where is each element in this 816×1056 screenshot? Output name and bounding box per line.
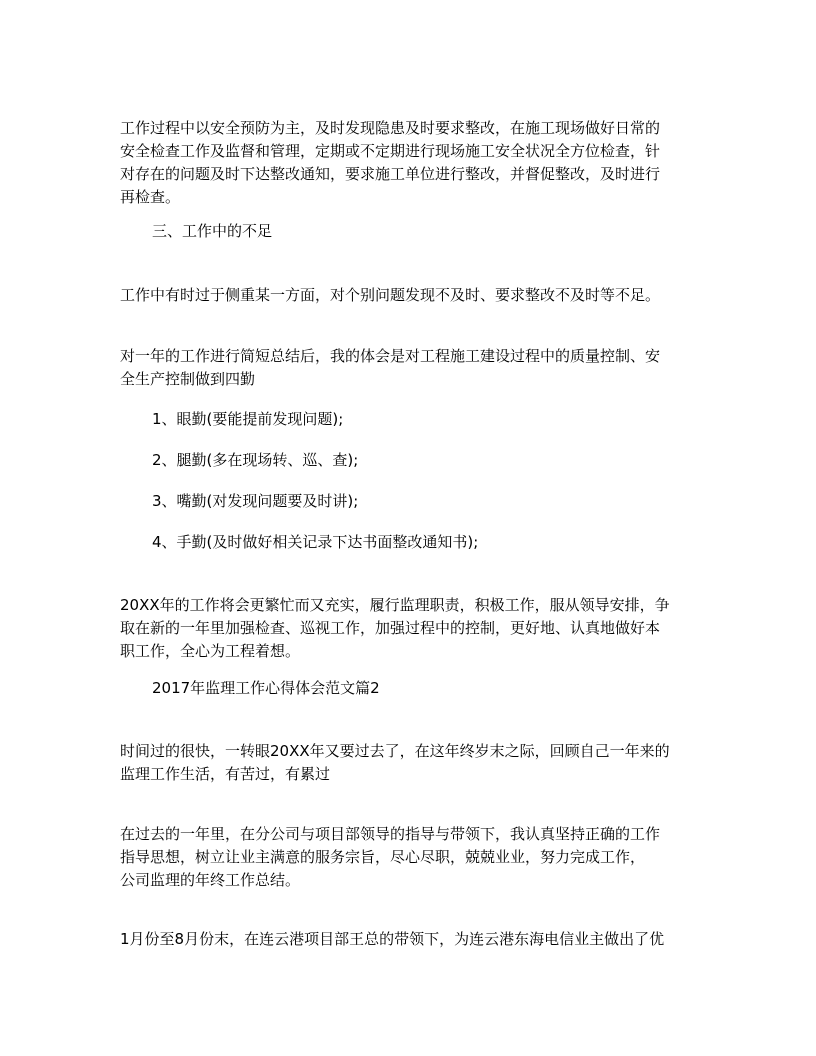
- text-line: 20XX年的工作将会更繁忙而又充实，履行监理职责，积极工作，服从领导安排，争: [120, 596, 670, 614]
- text-line: 指导思想，树立让业主满意的服务宗旨，尽心尽职，兢兢业业，努力完成工作，: [120, 848, 646, 866]
- paragraph-experience: [120, 345, 700, 391]
- paragraph-past-year: [120, 823, 700, 892]
- section-heading-shortcomings: 三、工作中的不足: [152, 222, 273, 240]
- list-item: 1、眼勤(要能提前发现问题);: [152, 410, 344, 428]
- text-line: 工作过程中以安全预防为主，及时发现隐患及时要求整改，在施工现场做好日常的: [120, 119, 661, 137]
- paragraph-next-year: [120, 594, 700, 663]
- paragraph-shortcomings: 工作中有时过于侧重某一方面，对个别问题发现不及时、要求整改不及时等不足。: [120, 286, 661, 304]
- text-line: 监理工作生活，有苦过，有累过: [120, 765, 331, 783]
- list-item: 3、嘴勤(对发现问题要及时讲);: [152, 492, 359, 510]
- text-line: 公司监理的年终工作总结。: [120, 871, 301, 889]
- text-line: 对一年的工作进行简短总结后，我的体会是对工程施工建设过程中的质量控制、安: [120, 347, 661, 365]
- text-line: 再检查。: [120, 188, 181, 206]
- paragraph-january-august: 1月份至8月份末，在连云港项目部王总的带领下，为连云港东海电信业主做出了优: [120, 930, 665, 948]
- text-line: 职工作，全心为工程着想。: [120, 642, 301, 660]
- list-item: 2、腿勤(多在现场转、巡、查);: [152, 451, 359, 469]
- list-item: 4、手勤(及时做好相关记录下达书面整改通知书);: [152, 533, 479, 551]
- text-line: 全生产控制做到四勤: [120, 370, 256, 388]
- paragraph-safety: [120, 117, 700, 209]
- text-line: 时间过的很快，一转眼20XX年又要过去了，在这年终岁末之际，回顾自己一年来的: [120, 742, 670, 760]
- paragraph-time: [120, 740, 700, 786]
- text-line: 在过去的一年里，在分公司与项目部领导的指导与带领下，我认真坚持正确的工作: [120, 825, 661, 843]
- text-line: 对存在的问题及时下达整改通知，要求施工单位进行整改，并督促整改，及时进行: [120, 165, 661, 183]
- text-line: 安全检查工作及监督和管理，定期或不定期进行现场施工安全状况全方位检查，针: [120, 142, 661, 160]
- text-line: 取在新的一年里加强检查、巡视工作，加强过程中的控制，更好地、认真地做好本: [120, 619, 661, 637]
- article-title: 2017年监理工作心得体会范文篇2: [152, 679, 380, 697]
